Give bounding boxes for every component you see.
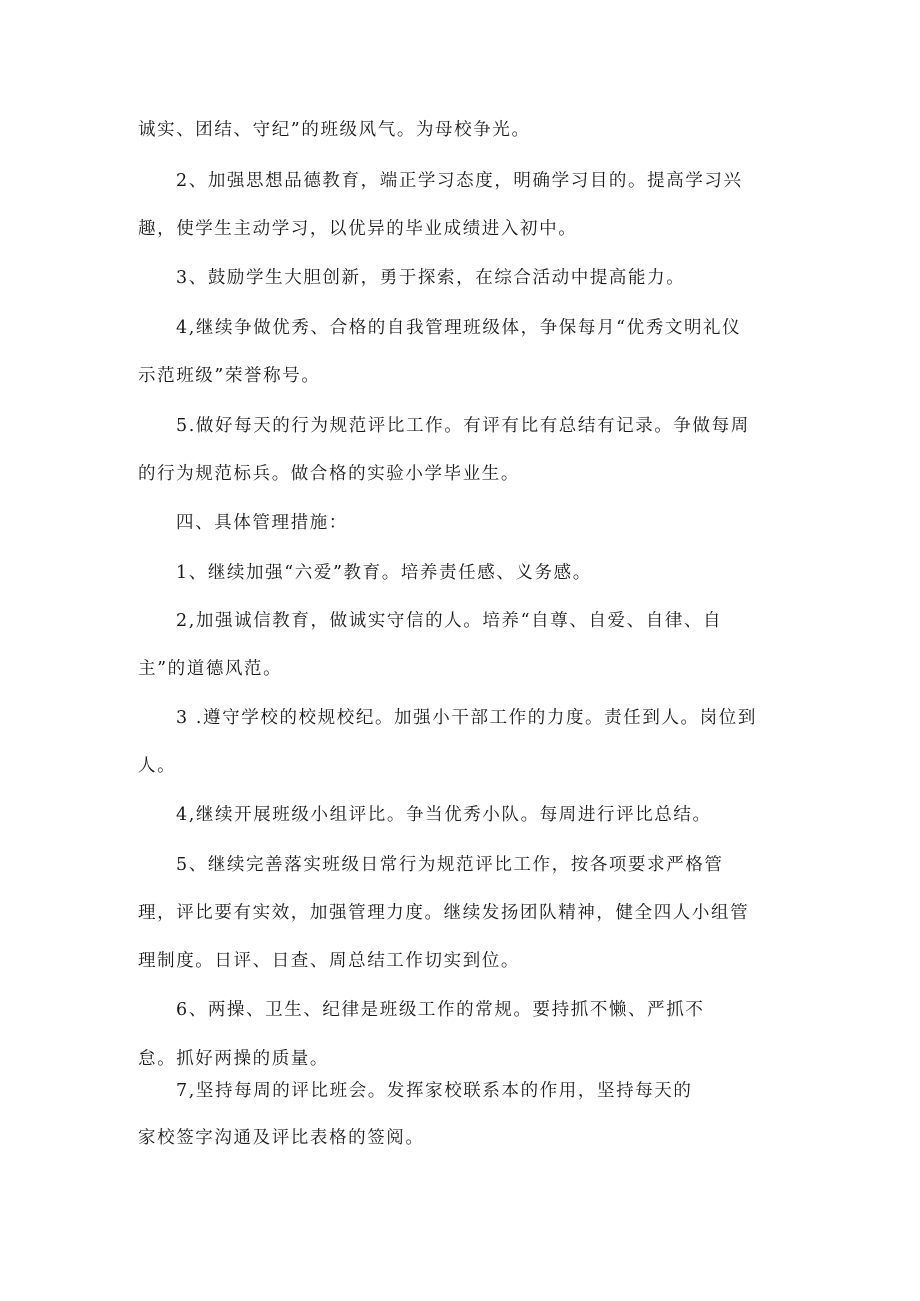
text-line-17: 理，评比要有实效，加强管理力度。继续发扬团队精神，健全四人小组管 xyxy=(138,903,750,923)
text-line-15: 4,继续开展班级小组评比。争当优秀小队。每周进行评比总结。 xyxy=(176,805,712,825)
text-line-21: 7,坚持每周的评比班会。发挥家校联系本的作用，坚持每天的 xyxy=(176,1081,693,1101)
text-line-8: 的行为规范标兵。做合格的实验小学毕业生。 xyxy=(138,464,520,484)
text-line-20: 怠。抓好两操的质量。 xyxy=(138,1049,329,1069)
text-line-11: 2,加强诚信教育，做诚实守信的人。培养“自尊、自爱、自律、自 xyxy=(176,611,723,631)
text-line-5: 4,继续争做优秀、合格的自我管理班级体，争保每月“优秀文明礼仪 xyxy=(176,318,742,338)
text-line-7: 5.做好每天的行为规范评比工作。有评有比有总结有记录。争做每周 xyxy=(176,416,750,436)
text-line-19: 6、两操、卫生、纪律是班级工作的常规。要持抓不懒、严抓不 xyxy=(176,1000,705,1020)
text-line-22: 家校签字沟通及评比表格的签阅。 xyxy=(138,1128,425,1148)
text-line-1: 诚实、团结、守纪”的班级风气。为母校争光。 xyxy=(138,120,531,140)
text-line-10: 1、继续加强“六爱”教育。培养责任感、义务感。 xyxy=(176,563,592,583)
text-line-2: 2、加强思想品德教育，端正学习态度，明确学习目的。提高学习兴 xyxy=(176,171,743,191)
text-line-18: 理制度。日评、日查、周总结工作切实到位。 xyxy=(138,951,520,971)
text-line-3: 趣，使学生主动学习，以优异的毕业成绩进入初中。 xyxy=(138,219,578,239)
section-heading: 四、具体管理措施： xyxy=(176,513,348,533)
text-line-14: 人。 xyxy=(138,756,177,776)
text-line-13: 3 .遵守学校的校规校纪。加强小干部工作的力度。责任到人。岗位到 xyxy=(176,708,757,728)
text-line-6: 示范班级”荣誉称号。 xyxy=(138,366,321,386)
text-line-16: 5、继续完善落实班级日常行为规范评比工作，按各项要求严格管 xyxy=(176,855,724,875)
text-line-4: 3、鼓励学生大胆创新，勇于探索，在综合活动中提高能力。 xyxy=(176,268,686,288)
text-line-12: 主”的道德风范。 xyxy=(138,659,283,679)
